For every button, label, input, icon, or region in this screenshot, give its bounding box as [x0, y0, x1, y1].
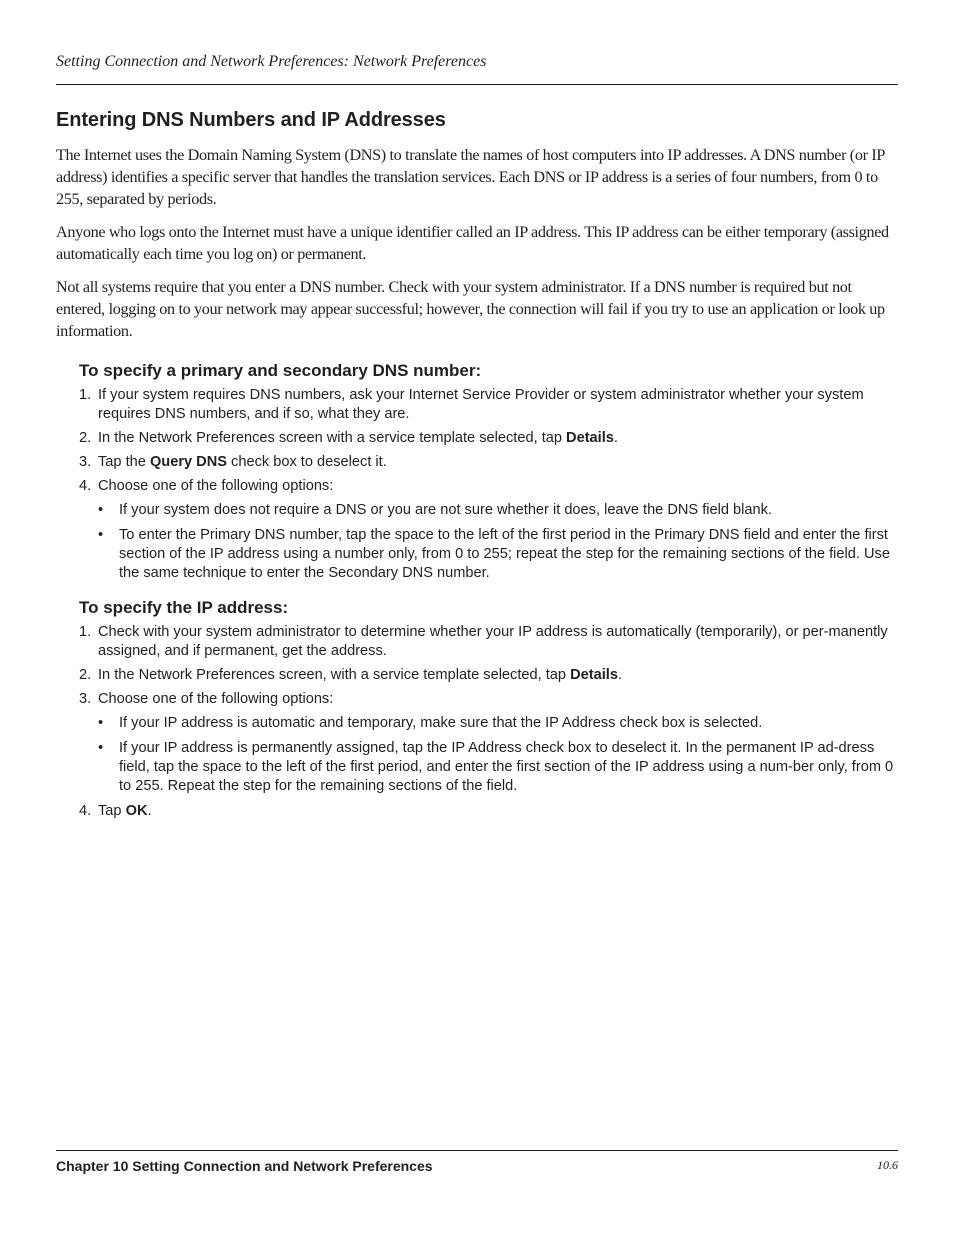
procedure-title-ip: To specify the IP address:	[79, 598, 289, 617]
step-text: Check with your system administrator to determine whether your IP address is automatically (temporarily), or per-manently assigned, and if permanent, get the address.	[98, 624, 888, 659]
option-list-ip	[98, 714, 898, 796]
procedure-step	[56, 623, 898, 661]
option-text: To enter the Primary DNS number, tap the space to the left of the first period in the Primary DNS field and enter the first section of the IP address using a number only, from 0 to 255; repeat the step for the remaining sections of the field. Use the same technique to enter the Secondary DNS number.	[119, 527, 890, 581]
procedure-steps-dns	[56, 386, 898, 583]
step-text: In the Network Preferences screen with a service template selected, tap	[98, 430, 567, 446]
intro-paragraph: The Internet uses the Domain Naming System (DNS) to translate the names of host computers into IP addresses. A DNS number (or IP address) identifies a specific server that handles the translation services. Each DNS or IP address is a series of four numbers, from 0 to 255, separated by periods.	[56, 146, 885, 208]
ui-term-ok: OK	[125, 803, 148, 819]
procedure-steps-ip	[56, 623, 898, 821]
option-text: If your IP address is automatic and temporary, make sure that the IP Address check box is selected.	[119, 715, 763, 731]
bullet-icon: •	[98, 502, 104, 518]
option-item	[98, 739, 898, 796]
procedure-title-dns: To specify a primary and secondary DNS number:	[79, 361, 482, 380]
option-text: If your system does not require a DNS or you are not sure whether it does, leave the DNS field blank.	[119, 502, 772, 518]
bullet-icon: •	[98, 740, 104, 756]
ui-term-details: Details	[566, 430, 614, 446]
step-number: 2.	[79, 667, 92, 683]
step-number: 2.	[79, 430, 92, 446]
step-text: If your system requires DNS numbers, ask your Internet Service Provider or system administrator whether your system requires DNS numbers, and if so, what they are.	[98, 387, 864, 422]
bullet-icon: •	[98, 715, 104, 731]
step-text: Tap	[98, 803, 126, 819]
procedure-step	[56, 453, 898, 472]
procedure-step	[56, 386, 898, 424]
step-text-end: .	[147, 803, 152, 819]
page-content	[56, 108, 898, 826]
step-text: In the Network Preferences screen, with a service template selected, tap	[98, 667, 571, 683]
procedure-step	[56, 802, 898, 821]
step-text-end: .	[617, 667, 623, 683]
ip-address-paragraph: Anyone who logs onto the Internet must have a unique identifier called an IP address. This IP address can be either temporary (assigned automatically each time you log on) or permanent.	[56, 223, 889, 263]
document-page	[56, 0, 898, 1235]
step-text-end: check box to deselect it.	[226, 454, 387, 470]
step-number: 4.	[79, 478, 92, 494]
dns-requirement-paragraph: Not all systems require that you enter a DNS number. Check with your system administrator. If a DNS number is required but not entered, logging on to your network may appear successful; however, the connection will fail if you try to use an application or look up information.	[56, 278, 885, 340]
step-text-end: .	[613, 430, 618, 446]
header-divider	[56, 84, 898, 85]
step-text: Tap the	[98, 454, 150, 470]
ui-term-details: Details	[570, 667, 618, 683]
footer-chapter-title: Chapter 10 Setting Connection and Network Preferences	[56, 1158, 433, 1174]
procedure-step	[56, 477, 898, 583]
step-number: 1.	[79, 387, 92, 403]
step-number: 3.	[79, 454, 92, 470]
step-number: 3.	[79, 691, 92, 707]
section-title: Entering DNS Numbers and IP Addresses	[56, 109, 446, 131]
option-text: If your IP address is permanently assigned, tap the IP Address check box to deselect it. In the permanent IP ad-dress field, tap the space to the left of the first period, and enter the first section of the IP address using a num-ber only, from 0 to 255. Repeat the step for the remaining sections of the field.	[119, 740, 894, 794]
step-text: Choose one of the following options:	[98, 478, 334, 494]
procedure-step	[56, 429, 898, 448]
option-list-dns	[98, 501, 898, 583]
option-item	[98, 501, 898, 520]
option-item	[98, 714, 898, 733]
page-number: 10.6	[877, 1158, 898, 1172]
option-item	[98, 526, 898, 583]
running-header: Setting Connection and Network Preferences: Network Preferences	[56, 53, 487, 70]
step-number: 1.	[79, 624, 92, 640]
step-number: 4.	[79, 803, 92, 819]
procedure-step	[56, 666, 898, 685]
ui-term-query-dns: Query DNS	[149, 454, 227, 470]
footer-divider	[56, 1150, 898, 1151]
step-text: Choose one of the following options:	[98, 691, 334, 707]
bullet-icon: •	[98, 527, 104, 543]
procedure-step	[56, 690, 898, 796]
